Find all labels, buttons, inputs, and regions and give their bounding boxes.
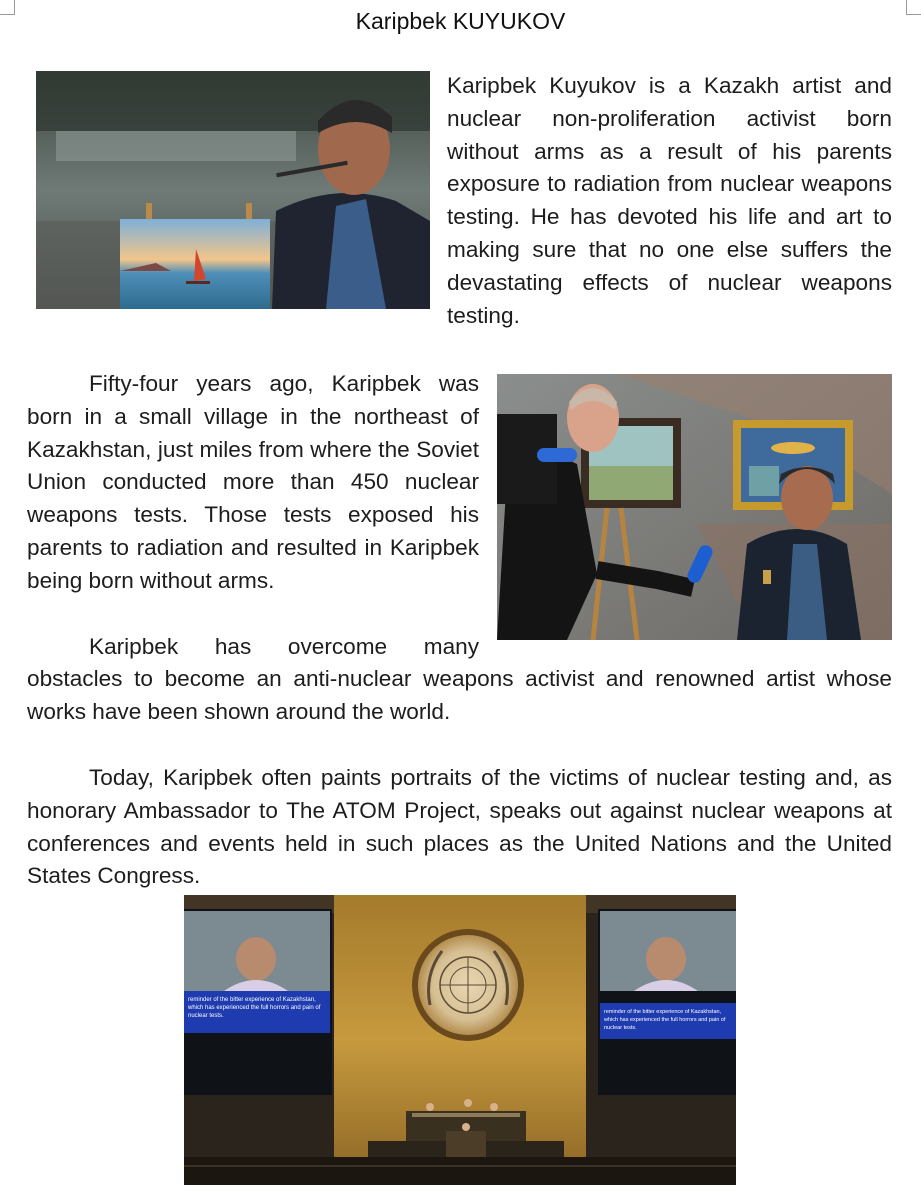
paragraph-overcome: obstacles to become an anti-nuclear weapons activist and renowned artist whose works have been shown around the world.	[27, 666, 892, 724]
photo-un-general-assembly	[184, 895, 736, 1185]
photo-interview	[497, 374, 892, 640]
paragraph-intro: Karipbek Kuyukov is a Kazakh artist and nuclear non-proliferation activist born without arms as a result of his parents exposure to radiation from nuclear weapons testing. He has devoted his life and art to making sure that no one else suffers the devastating effects of nuclear weapons testing.	[447, 73, 892, 328]
screen-caption-left: reminder of the bitter experience of Kazakhstan, which has experienced the full horrors and pain of nuclear tests.	[188, 997, 321, 1019]
paragraph-overcome-first-line	[27, 631, 479, 664]
paragraph-birth-text: Fifty-four years ago, Karipbek was born in a small village in the northeast of Kazakhstan, just miles from where the Soviet Union conducted more than 450 nuclear weapons tests. Those tests exposed his parents to radiation and resulted in Karipbek being born without arms.	[27, 371, 479, 593]
paragraph-overcome-first-text: Karipbek has overcome many	[89, 634, 479, 659]
paragraph-today-text: Today, Karipbek often paints portraits of the victims of nuclear testing and, as honorary Ambassador to The ATOM Project, speaks out against nuclear weapons at conferences and events held in such places as the United Nations and the United States Congress.	[27, 765, 892, 889]
photo-artist-painting	[36, 71, 430, 309]
paragraph-birth	[27, 368, 479, 598]
screen-caption-right: reminder of the bitter experience of Kazakhstan, which has experienced the full horrors and pain of nuclear tests.	[604, 1009, 726, 1031]
paragraph-today	[27, 762, 892, 893]
page-title: Karipbek KUYUKOV	[355, 8, 566, 34]
